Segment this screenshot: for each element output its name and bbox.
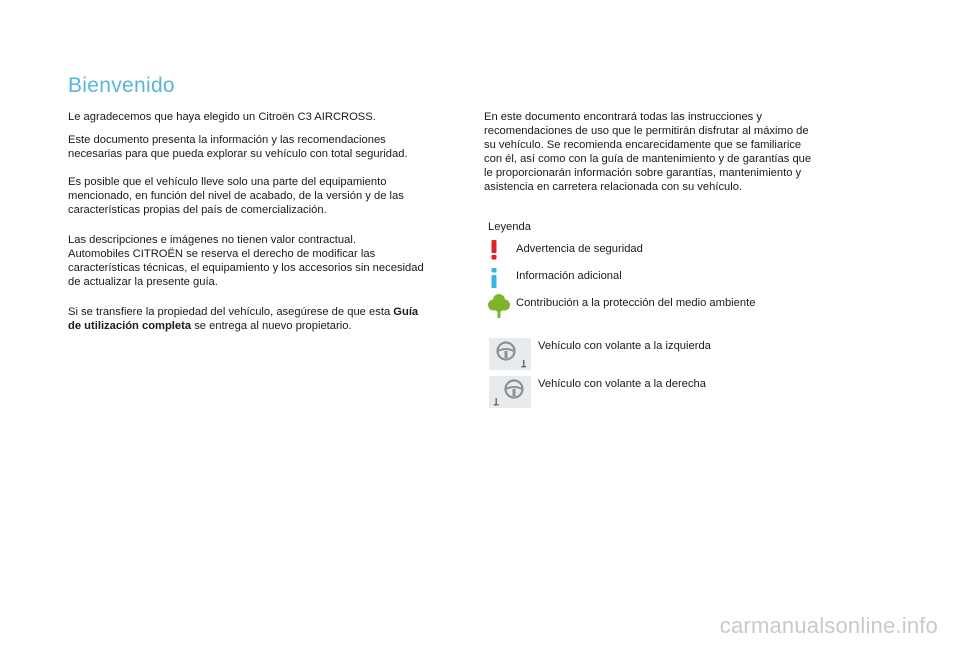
left-hand-drive-icon [489, 338, 531, 370]
paragraph-equipment-notice: Es posible que el vehículo lleve solo una parte del equipamiento mencionado, en función del nivel de acabado, de la versión y de las características propias del país de comercialización. [68, 176, 404, 216]
paragraph-thanks: Le agradecemos que haya elegido un Citroën C3 AIRCROSS. [68, 111, 376, 123]
legend-label-left-hand-drive: Vehículo con volante a la izquierda [538, 340, 711, 352]
legend-label-right-hand-drive: Vehículo con volante a la derecha [538, 378, 706, 390]
legend-label-safety-warning: Advertencia de seguridad [516, 243, 643, 255]
right-hand-drive-icon [489, 376, 531, 408]
legend-label-environment: Contribución a la protección del medio ambiente [516, 297, 756, 309]
left-column [68, 110, 460, 342]
watermark: carmanualsonline.info [719, 613, 938, 638]
paragraph-document-contents: En este documento encontrará todas las instrucciones y recomendaciones de uso que le permitirán disfrutar al máximo de su vehículo. Se recomienda encarecidamente que se familiarice con él, así como con la guía de mantenimiento y de garantías que le proporcionarán información sobre garantías, mantenimiento y asistencia en carretera relacionada con su vehículo. [484, 111, 812, 193]
paragraph-transfer-notice [68, 305, 460, 333]
exclamation-icon [490, 240, 498, 260]
transfer-text-a: Si se transfiere la propiedad del vehículo, asegúrese de que esta [68, 306, 394, 318]
paragraph-contractual-notice: Las descripciones e imágenes no tienen valor contractual. Automobiles CITROËN se reserva el derecho de modificar las características técnicas, el equipamiento y los accesorios sin necesidad de actualizar la presente guía. [68, 234, 424, 288]
right-column [484, 110, 856, 194]
guide-name-bold: Guía de utilización completa [68, 306, 419, 332]
transfer-text-c: se entrega al nuevo propietario. [191, 320, 352, 332]
page-title: Bienvenido [68, 74, 175, 97]
legend-title: Leyenda [488, 221, 531, 233]
legend-label-additional-info: Información adicional [516, 270, 622, 282]
tree-icon [487, 293, 511, 319]
paragraph-document-purpose: Este documento presenta la información y las recomendaciones necesarias para que pueda explorar su vehículo con total seguridad. [68, 134, 408, 160]
info-icon [490, 268, 498, 288]
